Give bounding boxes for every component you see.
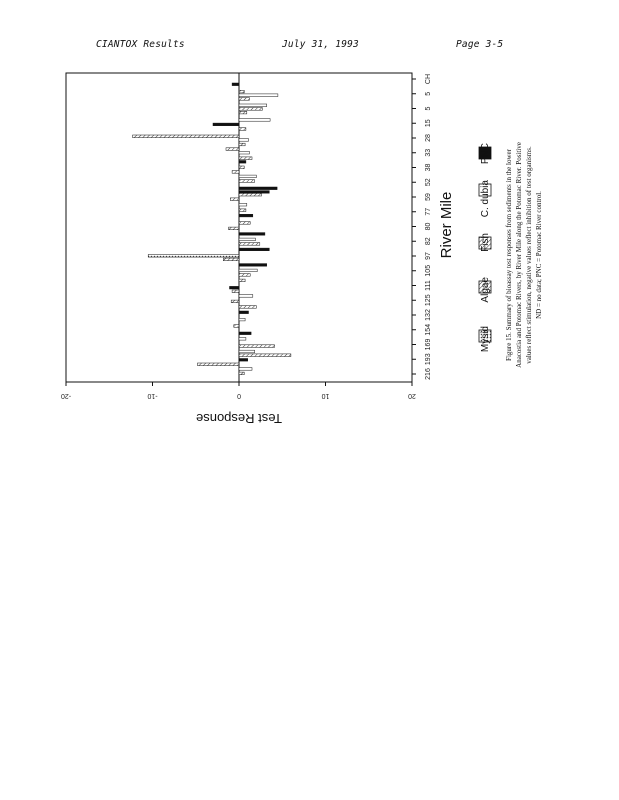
bar-30 (239, 233, 265, 236)
bar-13 (226, 148, 239, 151)
bar-55 (239, 368, 252, 371)
bar-22 (239, 191, 269, 194)
bar-43 (231, 300, 239, 303)
bar-4 (239, 104, 267, 107)
bars-layer (133, 83, 291, 375)
category-tick-label-3: 154 (425, 323, 432, 336)
bar-0 (232, 83, 239, 86)
bar-23 (239, 193, 262, 196)
bar-10 (133, 135, 239, 138)
category-tick-label-2: 169 (425, 338, 432, 351)
bar-35 (223, 258, 239, 261)
header-left: CIANTOX Results (96, 39, 185, 50)
category-axis (412, 74, 432, 380)
value-axis (61, 382, 416, 399)
bar-39 (239, 279, 245, 282)
bar-46 (239, 318, 245, 321)
category-tick-label-19: 5 (425, 91, 432, 96)
bar-42 (239, 295, 253, 298)
bar-33 (239, 248, 269, 251)
bar-18 (232, 171, 239, 174)
category-tick-label-12: 59 (425, 193, 432, 201)
bar-3 (239, 98, 249, 101)
bar-8 (213, 123, 239, 126)
bar-34 (148, 255, 239, 258)
category-tick-label-18: 5 (425, 106, 432, 111)
bar-2 (239, 94, 278, 97)
bar-32 (239, 243, 260, 246)
bar-47 (234, 325, 239, 328)
category-tick-label-15: 33 (425, 148, 432, 157)
category-tick-label-8: 97 (425, 252, 432, 260)
bar-17 (239, 166, 244, 169)
bar-56 (239, 372, 244, 375)
category-tick-label-0: 216 (425, 368, 432, 380)
category-tick-label-6: 111 (425, 280, 432, 291)
bar-9 (239, 128, 246, 131)
bar-29 (229, 227, 239, 230)
category-tick-label-10: 80 (425, 222, 432, 231)
bar-31 (239, 238, 255, 241)
category-tick-label-14: 38 (425, 163, 432, 172)
value-tick-label-0: -20 (60, 392, 72, 399)
bar-21 (239, 187, 277, 190)
bar-28 (239, 222, 250, 225)
bar-6 (239, 111, 247, 114)
bar-52 (239, 354, 291, 357)
bar-49 (239, 338, 246, 341)
value-tick-label-1: -10 (147, 392, 158, 399)
legend-label-1: Algae (480, 277, 491, 303)
value-tick-label-3: 10 (321, 392, 330, 399)
category-tick-label-17: 15 (425, 119, 432, 128)
bar-11 (239, 139, 249, 142)
value-tick-label-4: 20 (408, 392, 416, 399)
bar-53 (239, 359, 248, 362)
bar-48 (239, 332, 251, 335)
legend-label-3: C. dubia (480, 180, 491, 218)
category-tick-label-1: 193 (425, 353, 432, 366)
category-tick-label-7: 105 (425, 264, 432, 277)
bar-40 (230, 286, 240, 289)
bar-41 (232, 290, 239, 293)
y-axis-label: Test Response (196, 411, 282, 426)
bar-26 (239, 209, 246, 212)
bar-12 (239, 143, 245, 146)
bar-50 (239, 345, 275, 348)
bar-24 (230, 198, 239, 201)
bar-45 (239, 311, 249, 314)
legend (479, 143, 491, 352)
category-tick-label-20: CH (425, 73, 432, 85)
header-right: Page 3-5 (456, 39, 504, 50)
category-tick-label-13: 52 (425, 178, 432, 187)
bar-15 (239, 157, 252, 160)
figure-caption (505, 142, 543, 368)
category-tick-label-9: 82 (425, 237, 432, 246)
legend-label-2: Fish (480, 233, 491, 252)
bar-25 (239, 203, 247, 206)
caption-line-2: values reflect stimulation, negative values reflect inhibition of test organisms. (525, 146, 533, 364)
bar-51 (239, 350, 255, 353)
bar-37 (239, 269, 257, 272)
bar-38 (239, 274, 250, 277)
category-tick-label-16: 28 (425, 134, 432, 142)
bar-16 (239, 161, 246, 164)
caption-line-0: Figure 15. Summary of bioassay test responses from sediments in the lower (505, 149, 513, 361)
category-tick-label-11: 77 (425, 207, 432, 216)
legend-label-0: Mysid (480, 326, 491, 353)
bar-27 (239, 214, 253, 217)
bar-14 (239, 151, 249, 154)
x-axis-label: River Mile (438, 191, 455, 259)
bar-36 (239, 264, 267, 267)
value-tick-label-2: 0 (237, 392, 241, 399)
bar-19 (239, 175, 256, 178)
caption-line-3: ND = no data; PNC = Potomac River control. (535, 191, 543, 319)
header-center: July 31, 1993 (282, 39, 359, 50)
bar-44 (239, 306, 256, 309)
bar-7 (239, 119, 270, 122)
caption-line-1: Anacostia and Potomac Rivers, by River Mile along the Potomac River. Positive (515, 142, 523, 368)
category-tick-label-5: 125 (425, 294, 432, 307)
category-tick-label-4: 132 (425, 309, 432, 321)
bar-20 (239, 180, 255, 183)
bar-54 (198, 363, 240, 366)
legend-label-4: PNC (480, 143, 491, 165)
bar-5 (239, 108, 262, 111)
bar-1 (239, 90, 244, 93)
